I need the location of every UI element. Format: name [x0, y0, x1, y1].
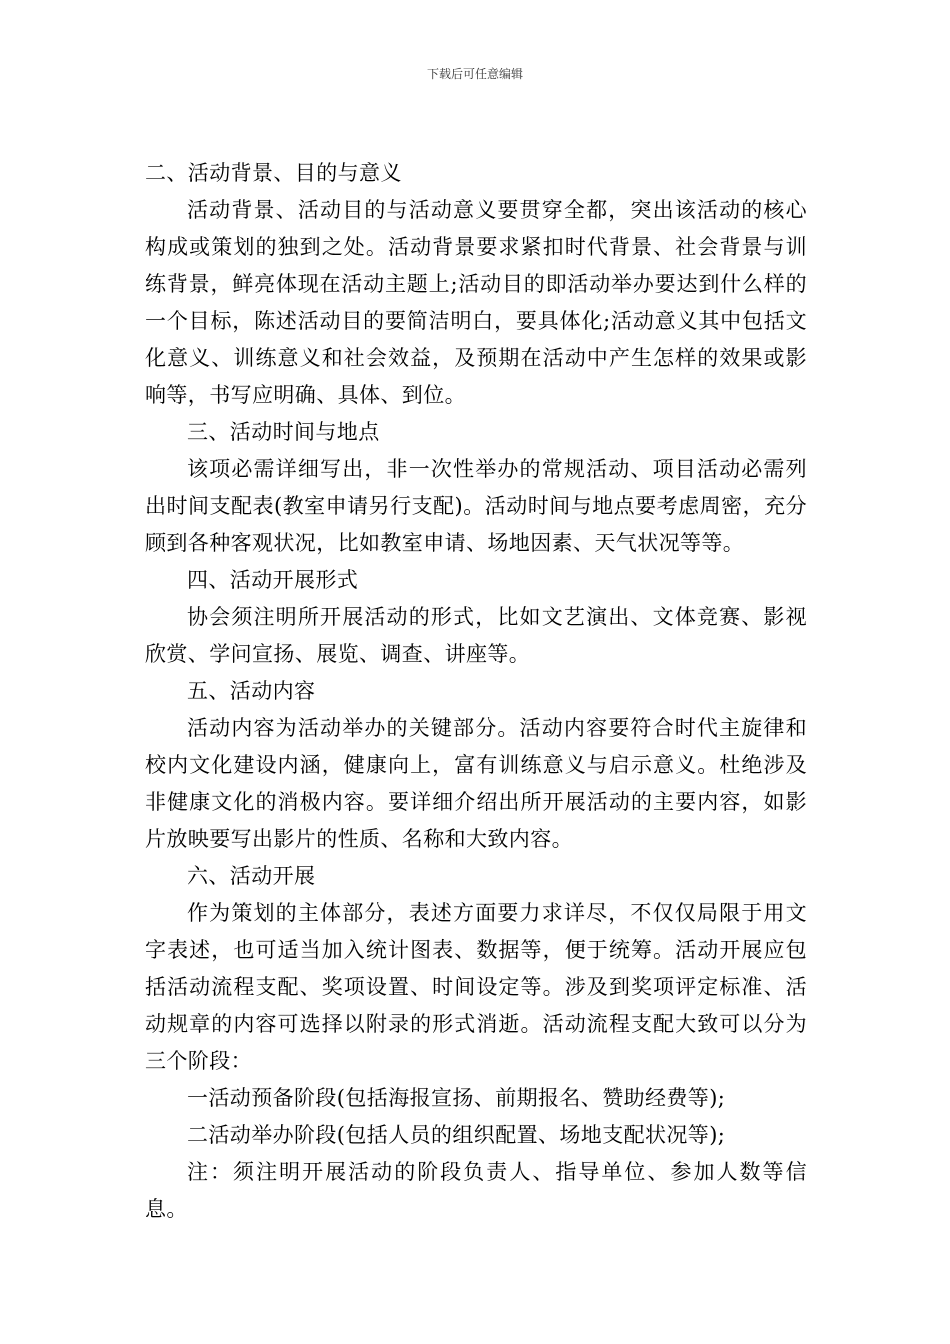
- page-header: 下载后可任意编辑: [426, 67, 523, 81]
- section-heading-format: 四、活动开展形式: [187, 568, 359, 592]
- section-heading-background: 二、活动背景、目的与意义: [145, 161, 402, 185]
- document-body: [145, 155, 807, 1228]
- stage-item: 二活动举办阶段(包括人员的组织配置、场地支配状况等);: [187, 1123, 726, 1147]
- stage-item: 一活动预备阶段(包括海报宣扬、前期报名、赞助经费等);: [187, 1086, 726, 1110]
- section-body-content: 活动内容为活动举办的关键部分。活动内容要符合时代主旋律和校内文化建设内涵，健康向上，富有训练意义与启示意义。杜绝涉及非健康文化的消极内容。要详细介绍出所开展活动的主要内容，如影片放映要写出影片的性质、名称和大致内容。: [145, 716, 807, 851]
- section-body-format: 协会须注明所开展活动的形式，比如文艺演出、文体竞赛、影视欣赏、学问宣扬、展览、调查、讲座等。: [145, 605, 807, 666]
- section-heading-execution: 六、活动开展: [187, 864, 316, 888]
- section-body-background: 活动背景、活动目的与活动意义要贯穿全都，突出该活动的核心构成或策划的独到之处。活动背景要求紧扣时代背景、社会背景与训练背景，鲜亮体现在活动主题上;活动目的即活动举办要达到什么样的一个目标，陈述活动目的要简洁明白，要具体化;活动意义其中包括文化意义、训练意义和社会效益，及预期在活动中产生怎样的效果或影响等，书写应明确、具体、到位。: [145, 198, 807, 407]
- section-heading-content: 五、活动内容: [187, 679, 316, 703]
- note-paragraph: 注：须注明开展活动的阶段负责人、指导单位、参加人数等信息。: [145, 1160, 807, 1221]
- section-body-execution: 作为策划的主体部分，表述方面要力求详尽，不仅仅局限于用文字表述，也可适当加入统计图表、数据等，便于统筹。活动开展应包括活动流程支配、奖项设置、时间设定等。涉及到奖项评定标准、活动规章的内容可选择以附录的形式消逝。活动流程支配大致可以分为三个阶段：: [145, 901, 807, 1073]
- section-body-time-place: 该项必需详细写出，非一次性举办的常规活动、项目活动必需列出时间支配表(教室申请另行支配)。活动时间与地点要考虑周密，充分顾到各种客观状况，比如教室申请、场地因素、天气状况等等。: [145, 457, 807, 555]
- section-heading-time-place: 三、活动时间与地点: [187, 420, 380, 444]
